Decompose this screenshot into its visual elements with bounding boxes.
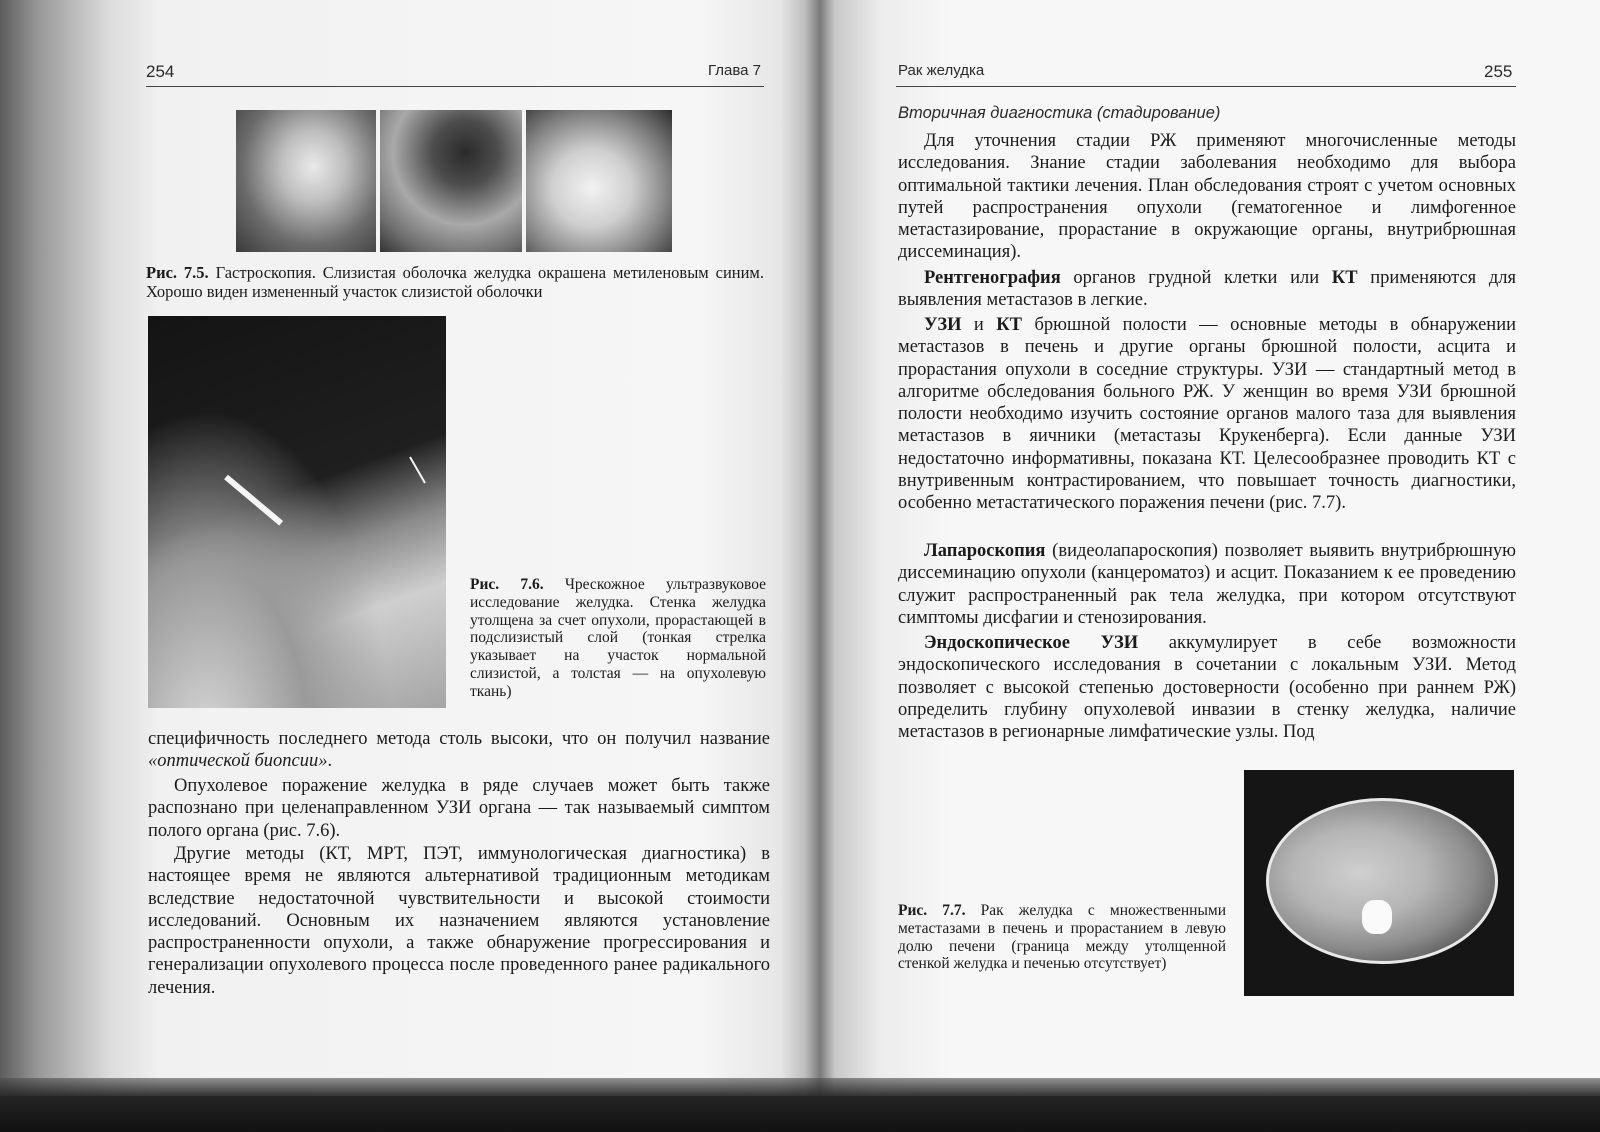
right-paragraph-2-text-1: органов грудной клетки или [1060, 268, 1332, 288]
left-running-head: Глава 7 [708, 62, 762, 79]
figure-7-6-label: Рис. 7.6. [470, 576, 544, 593]
figure-7-6-caption [470, 576, 766, 701]
ct-term: КТ [1331, 268, 1358, 288]
radiography-term: Рентгенография [924, 268, 1061, 288]
figure-7-5-caption [146, 264, 764, 302]
right-page-number: 255 [1484, 62, 1513, 81]
left-paragraph-2: Опухолевое поражение желудка в ряде случаев может быть также распознано при целенаправленном УЗИ органа — так называемый симптом полого органа (рис. 7.6). [148, 776, 770, 841]
right-running-head: Рак желудка [898, 62, 985, 79]
scan-bottom-shadow [0, 1078, 1600, 1132]
right-paragraph-4 [898, 540, 1516, 629]
left-header-rule [146, 86, 764, 87]
thick-arrow-icon [224, 475, 283, 526]
figure-7-7-ct-image [1244, 770, 1514, 996]
figure-7-5-endoscopy-image-3 [526, 110, 672, 252]
right-paragraph-4-text: (видеолапароскопия) позволяет выявить внутрибрюшную диссеминацию опухоли (канцероматоз) и асцит. Показанием к ее проведению служит распространенный рак тела желудка, при котором отсутствуют симптомы дисфагии и стенозирования. [898, 541, 1516, 628]
left-page-number: 254 [146, 62, 175, 81]
right-paragraph-2-text-2: применяются для выявления метастазов в легкие. [898, 268, 1517, 311]
ct-term-2: КТ [996, 315, 1023, 335]
figure-7-7-caption-text: Рак желудка с множественными метастазами в печень и прорастанием в левую долю печени (граница между утолщенной стенкой желудка и печенью отсутствует) [898, 902, 1226, 973]
right-paragraph-3-text-1: и [961, 315, 997, 335]
figure-7-5-caption-text: Гастроскопия. Слизистая оболочка желудка окрашена метиленовым синим. Хорошо виден измененный участок слизистой оболочки [146, 263, 764, 301]
ct-body-cross-section [1266, 798, 1498, 964]
ct-spine [1362, 900, 1392, 934]
right-paragraph-5 [898, 632, 1516, 743]
figure-7-7-caption [898, 902, 1226, 973]
right-paragraph-3 [898, 314, 1516, 515]
left-paragraph-1 [148, 728, 770, 773]
endoscopic-ultrasound-term: Эндоскопическое УЗИ [924, 633, 1139, 653]
left-paragraph-1-text: специфичность последнего метода столь высоки, что он получил название [148, 729, 770, 749]
right-paragraph-1: Для уточнения стадии РЖ применяют многочисленные методы исследования. Знание стадии заболевания необходимо для выбора оптимальной тактики лечения. План обследования строят с учетом основных путей распространения опухоли (гематогенное и лимфогенное метастазирование, прорастание в окружающие органы, внутрибрюшная диссеминация). [898, 131, 1516, 263]
ultrasound-term: УЗИ [924, 315, 962, 335]
figure-7-5-label: Рис. 7.5. [146, 263, 209, 282]
right-paragraph-2 [898, 267, 1516, 312]
optical-biopsy-term: «оптической биопсии» [148, 751, 328, 772]
figure-7-5-endoscopy-image-1 [236, 110, 376, 252]
laparoscopy-term: Лапароскопия [924, 541, 1046, 561]
section-heading: Вторичная диагностика (стадирование) [898, 104, 1221, 122]
right-paragraph-3-text-2: брюшной полости — основные методы в обнаружении метастазов в печень и другие органы брюшной полости, асцита и прорастания опухоли в соседние структуры. УЗИ — стандартный метод в алгоритме обследования больного РЖ. У женщин во время УЗИ брюшной полости необходимо изучить состояние органов малого таза для выявления метастазов в яичники (метастазы Крукенберга). Если данные УЗИ недостаточно информативны, показана КТ. Целесообразнее проводить КТ с внутривенным контрастированием, что повышает точность диагностики, особенно метастатического поражения печени (рис. 7.7). [898, 315, 1516, 514]
left-paragraph-3: Другие методы (КТ, МРТ, ПЭТ, иммунологическая диагностика) в настоящее время не являются альтернативой традиционным методикам вследствие недостаточной чувствительности и высокой стоимости исследований. Основным их назначением являются установление распространенности опухоли, а также обнаружение прогрессирования и генерализации опухолевого процесса после проведенного ранее радикального лечения. [148, 844, 770, 998]
figure-7-7-label: Рис. 7.7. [898, 902, 966, 919]
figure-7-6-ultrasound-image [148, 316, 446, 708]
left-paragraph-1-end: . [327, 751, 333, 772]
right-paragraph-5-text: аккумулирует в себе возможности эндоскопического исследования в сочетании с локальным УЗИ. Метод позволяет с высокой степенью достоверности (особенно при раннем РЖ) определить глубину опухолевой инвазии в стенку желудка, наличие метастазов в регионарные лимфатические узлы. Под [898, 633, 1516, 743]
figure-7-5-endoscopy-image-2 [380, 110, 522, 252]
figure-7-6-caption-text: Чрескожное ультразвуковое исследование желудка. Стенка желудка утолщена за счет опухоли, прорастающей в подслизистый слой (тонкая стрелка указывает на участок нормальной слизистой, а толстая — на опухолевую ткань) [470, 576, 767, 700]
thin-arrow-icon [409, 457, 426, 484]
right-header-rule [896, 86, 1516, 87]
